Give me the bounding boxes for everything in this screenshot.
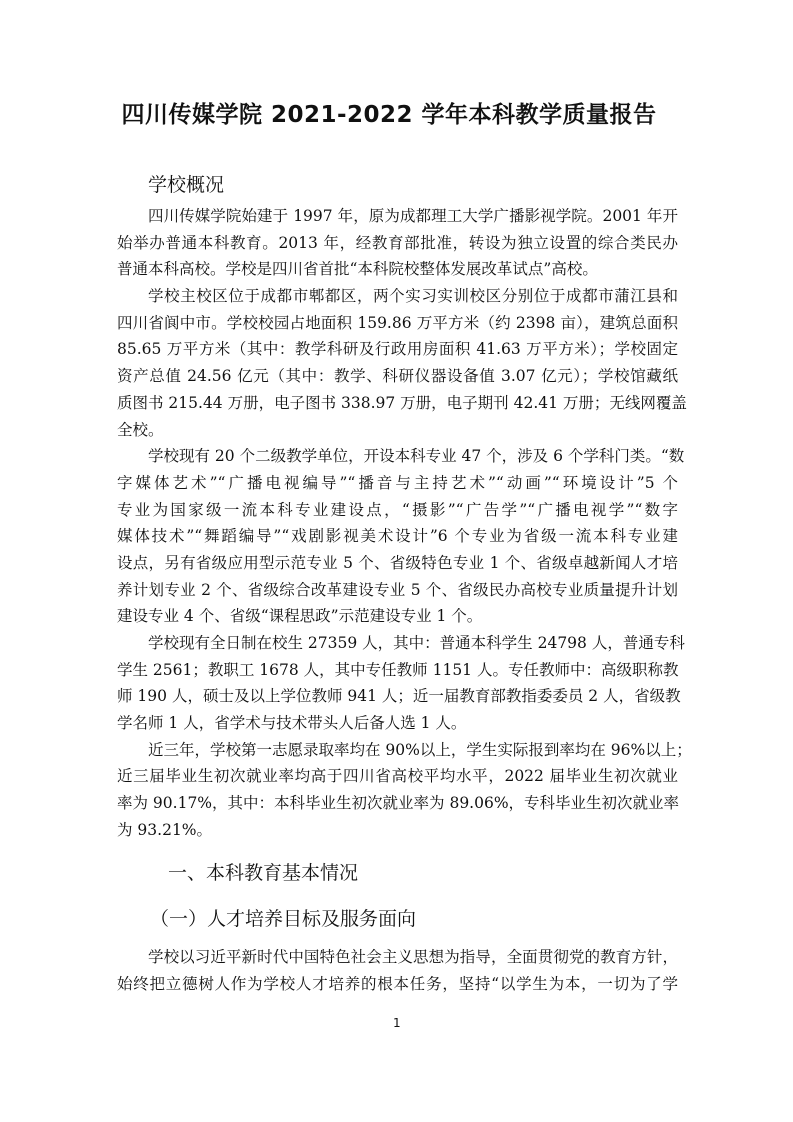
subsection-heading: （一）人才培养目标及服务面向 [150, 908, 417, 930]
text-line: 资产总值 24.56 亿元（其中：教学、科研仪器设备值 3.07 亿元）；学校馆藏纸 [117, 367, 678, 386]
paragraph [117, 944, 678, 997]
text-line: 字媒体艺术”“广播电视编导”“播音与主持艺术”“动画”“环境设计”5 个 [117, 473, 678, 492]
paragraph [117, 283, 687, 443]
text-line: 建设专业 4 个、省级“课程思政”示范建设专业 1 个。 [117, 607, 483, 626]
text-line: 85.65 万平方米（其中：教学科研及行政用房面积 41.63 万平方米）；学校固定 [117, 340, 678, 359]
paragraph [117, 737, 692, 844]
overview-body [117, 203, 692, 844]
text-line: 媒体技术”“舞蹈编导”“戏剧影视美术设计”6 个专业为省级一流本科专业建 [117, 527, 678, 546]
text-line: 学校以习近平新时代中国特色社会主义思想为指导，全面贯彻党的教育方针， [148, 948, 678, 966]
text-line: 学校现有 20 个二级教学单位，开设本科专业 47 个，涉及 6 个学科门类。“数 [148, 447, 685, 466]
text-line: 始举办普通本科教育。2013 年，经教育部批准，转设为独立设置的综合类民办 [117, 233, 678, 252]
text-line: 学校现有全日制在校生 27359 人，其中：普通本科学生 24798 人，普通专科 [148, 634, 685, 652]
text-line: 设点，另有省级应用型示范专业 5 个、省级特色专业 1 个、省级卓越新闻人才培 [117, 553, 678, 572]
text-line: 普通本科高校。学校是四川省首批“本科院校整体发展改革试点”高校。 [117, 260, 598, 279]
text-line: 四川省阆中市。学校校园占地面积 159.86 万平方米（约 2398 亩），建筑总面积 [117, 313, 678, 332]
section-heading-one: 一、本科教育基本情况 [168, 862, 359, 884]
paragraph [117, 203, 678, 283]
text-line: 学名师 1 人，省学术与技术带头人后备人选 1 人。 [117, 714, 467, 733]
text-line: 近三年，学校第一志愿录取率均在 90%以上，学生实际报到率均在 96%以上； [148, 740, 692, 759]
page-number: 1 [393, 1016, 401, 1030]
text-line: 率为 90.17%，其中：本科毕业生初次就业率为 89.06%，专科毕业生初次就业率 [117, 794, 680, 813]
paragraph [117, 630, 685, 737]
section-heading-overview: 学校概况 [148, 174, 225, 196]
text-line: 养计划专业 2 个、省级综合改革建设专业 5 个、省级民办高校专业质量提升计划 [117, 580, 678, 599]
text-line: 全校。 [117, 420, 164, 439]
text-line: 近三届毕业生初次就业率均高于四川省高校平均水平，2022 届毕业生初次就业 [117, 767, 678, 786]
text-line: 为 93.21%。 [117, 820, 213, 839]
text-line: 四川传媒学院始建于 1997 年，原为成都理工大学广播影视学院。2001 年开 [148, 207, 678, 225]
text-line: 学校主校区位于成都市郫都区，两个实习实训校区分别位于成都市蒲江县和 [148, 287, 678, 306]
subsection-body [117, 944, 678, 997]
text-line: 师 190 人，硕士及以上学位教师 941 人；近一届教育部教指委委员 2 人，省级教 [117, 687, 681, 706]
text-line: 专业为国家级一流本科专业建设点，“摄影”“广告学”“广播电视学”“数字 [117, 500, 678, 519]
text-line: 始终把立德树人作为学校人才培养的根本任务，坚持“以学生为本，一切为了学 [117, 974, 678, 993]
text-line: 质图书 215.44 万册，电子图书 338.97 万册，电子期刊 42.41 万册；无线网覆盖 [117, 393, 687, 412]
text-line: 学生 2561；教职工 1678 人，其中专任教师 1151 人。专任教师中：高级职称教 [117, 660, 679, 679]
document-title: 四川传媒学院 2021-2022 学年本科教学质量报告 [121, 102, 657, 128]
paragraph [117, 443, 685, 630]
